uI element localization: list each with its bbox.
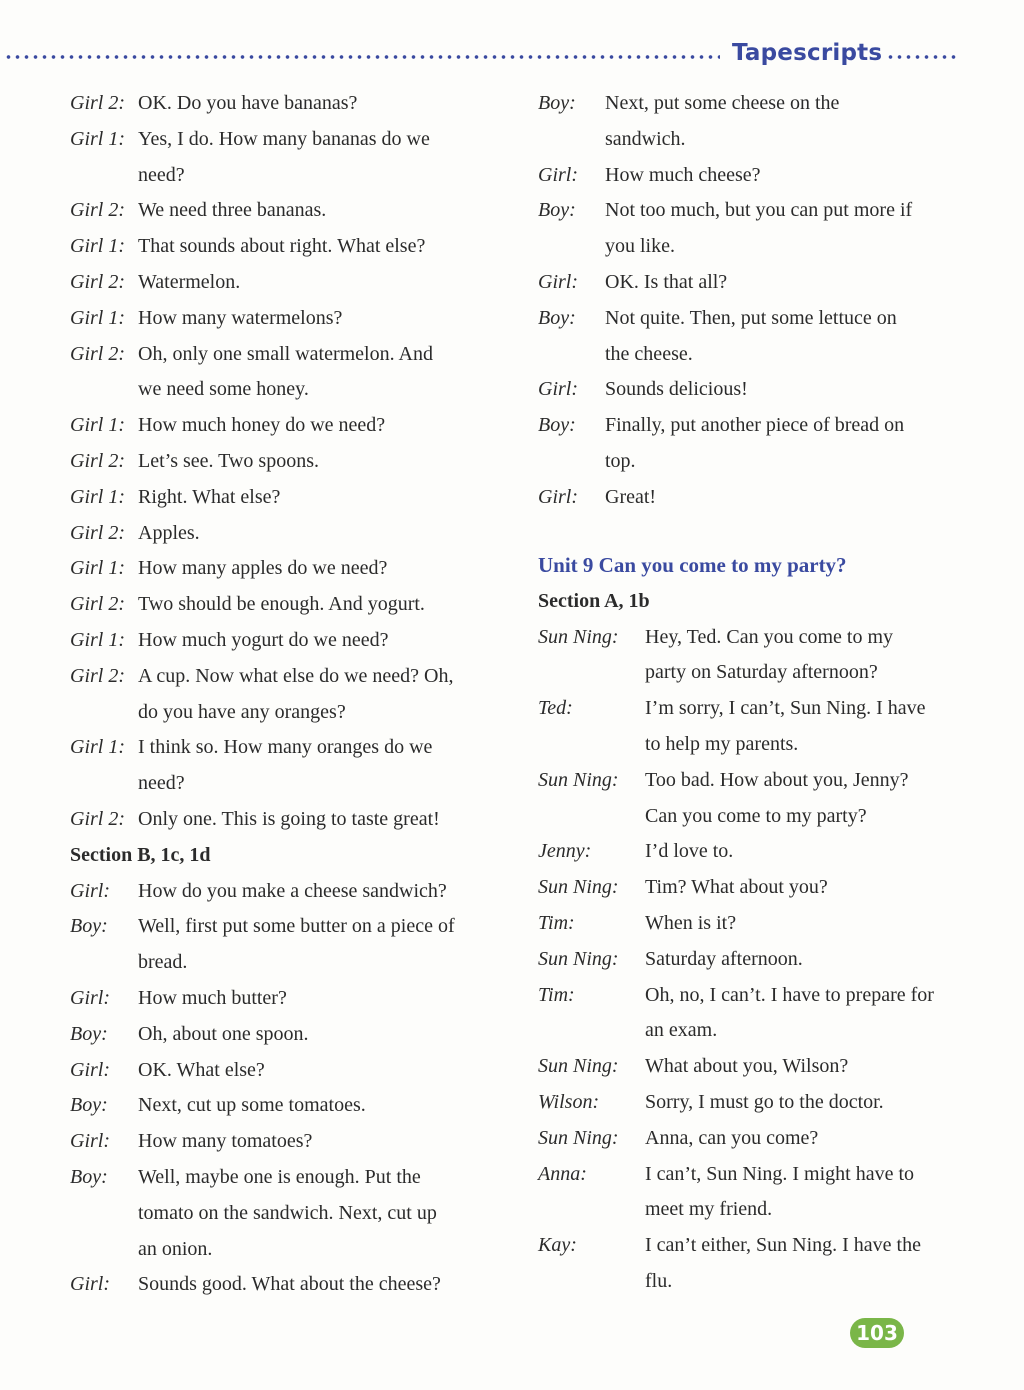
dialogue-line bbox=[538, 86, 978, 122]
dialogue-line bbox=[538, 763, 998, 799]
dialogue-text: an exam. bbox=[645, 1019, 718, 1042]
dialogue-text: When is it? bbox=[645, 911, 737, 934]
dialogue-line bbox=[70, 1267, 510, 1303]
dialogue-line bbox=[70, 945, 510, 981]
dialogue-line bbox=[70, 1053, 510, 1089]
speaker-label: Girl 1: bbox=[70, 557, 125, 580]
dialogue-line bbox=[538, 1157, 998, 1193]
dialogue-line bbox=[70, 86, 510, 122]
dialogue-line bbox=[538, 193, 978, 229]
dialogue-text: OK. Is that all? bbox=[605, 270, 728, 293]
dialogue-text: How much cheese? bbox=[605, 163, 761, 186]
speaker-label: Girl: bbox=[70, 879, 110, 902]
dialogue-text: How much butter? bbox=[138, 986, 287, 1009]
speaker-label: Girl: bbox=[538, 163, 578, 186]
speaker-label: Girl 2: bbox=[70, 521, 125, 544]
speaker-label: Girl 2: bbox=[70, 342, 125, 365]
dialogue-line bbox=[538, 265, 978, 301]
speaker-label: Boy: bbox=[70, 1165, 108, 1188]
dialogue-line bbox=[538, 1049, 998, 1085]
dialogue-text: I can’t either, Sun Ning. I have the bbox=[645, 1234, 921, 1257]
dialogue-text: Well, first put some butter on a piece of bbox=[138, 915, 455, 938]
page-number-badge: 103 bbox=[850, 1318, 904, 1348]
dialogue-line bbox=[70, 1017, 510, 1053]
dialogue-line bbox=[70, 229, 510, 265]
speaker-label: Tim: bbox=[538, 911, 575, 934]
dialogue-line bbox=[538, 1192, 998, 1228]
dialogue-line bbox=[70, 981, 510, 1017]
dialogue-text: How many apples do we need? bbox=[138, 557, 388, 580]
dialogue-line bbox=[70, 695, 510, 731]
speaker-label: Sun Ning: bbox=[538, 1055, 619, 1078]
dialogue-text: sandwich. bbox=[605, 127, 686, 150]
dialogue-text: That sounds about right. What else? bbox=[138, 235, 426, 258]
speaker-label: Boy: bbox=[538, 199, 576, 222]
dialogue-line bbox=[538, 1121, 998, 1157]
dialogue-line bbox=[70, 337, 510, 373]
right-column-top bbox=[538, 86, 978, 516]
dialogue-text: Next, cut up some tomatoes. bbox=[138, 1094, 366, 1117]
dialogue-text: Let’s see. Two spoons. bbox=[138, 449, 319, 472]
dialogue-text: Anna, can you come? bbox=[645, 1126, 819, 1149]
speaker-label: Girl 2: bbox=[70, 664, 125, 687]
dialogue-line bbox=[538, 727, 998, 763]
dialogue-line bbox=[70, 408, 510, 444]
dialogue-line bbox=[70, 766, 510, 802]
dialogue-text: Yes, I do. How many bananas do we bbox=[138, 127, 430, 150]
dialogue-line bbox=[538, 1013, 998, 1049]
dialogue-line bbox=[70, 158, 510, 194]
speaker-label: Sun Ning: bbox=[538, 625, 619, 648]
section-heading: Section B, 1c, 1d bbox=[70, 843, 211, 866]
dialogue-text: Apples. bbox=[138, 521, 200, 544]
dialogue-text: Watermelon. bbox=[138, 270, 241, 293]
dialogue-line bbox=[70, 551, 510, 587]
dialogue-line bbox=[538, 408, 978, 444]
dialogue-line bbox=[70, 623, 510, 659]
speaker-label: Girl 1: bbox=[70, 306, 125, 329]
speaker-label: Girl 1: bbox=[70, 736, 125, 759]
speaker-label: Girl: bbox=[70, 1273, 110, 1296]
dialogue-line bbox=[70, 1196, 510, 1232]
dialogue-line bbox=[538, 301, 978, 337]
dialogue-text: Too bad. How about you, Jenny? bbox=[645, 768, 909, 791]
dialogue-line bbox=[70, 730, 510, 766]
dialogue-line bbox=[70, 874, 510, 910]
header-dotted-rule bbox=[4, 54, 720, 60]
dialogue-text: OK. Do you have bananas? bbox=[138, 92, 358, 114]
speaker-label: Girl 1: bbox=[70, 127, 125, 150]
speaker-label: Boy: bbox=[70, 1094, 108, 1117]
dialogue-line bbox=[538, 372, 978, 408]
unit-title: Unit 9 Can you come to my party? bbox=[538, 553, 847, 577]
speaker-label: Tim: bbox=[538, 983, 575, 1006]
dialogue-text: Next, put some cheese on the bbox=[605, 92, 840, 114]
speaker-label: Girl 1: bbox=[70, 485, 125, 508]
dialogue-line bbox=[538, 122, 978, 158]
speaker-label: Girl 2: bbox=[70, 807, 125, 830]
speaker-label: Girl: bbox=[70, 986, 110, 1009]
dialogue-text: an onion. bbox=[138, 1237, 213, 1260]
dialogue-text: do you have any oranges? bbox=[138, 700, 346, 723]
dialogue-text: Sounds delicious! bbox=[605, 378, 748, 401]
dialogue-line bbox=[70, 480, 510, 516]
speaker-label: Girl: bbox=[70, 1058, 110, 1081]
speaker-label: Girl 2: bbox=[70, 199, 125, 222]
dialogue-line bbox=[70, 1124, 510, 1160]
speaker-label: Jenny: bbox=[538, 840, 592, 863]
header-title: Tapescripts bbox=[732, 40, 883, 66]
dialogue-text: I’m sorry, I can’t, Sun Ning. I have bbox=[645, 697, 926, 720]
dialogue-text: to help my parents. bbox=[645, 732, 799, 755]
dialogue-text: Only one. This is going to taste great! bbox=[138, 807, 440, 830]
speaker-label: Kay: bbox=[538, 1234, 577, 1257]
dialogue-line bbox=[70, 802, 510, 838]
dialogue-line bbox=[70, 372, 510, 408]
dialogue-text: Oh, about one spoon. bbox=[138, 1022, 309, 1045]
dialogue-text: Saturday afternoon. bbox=[645, 947, 803, 970]
speaker-label: Girl 2: bbox=[70, 270, 125, 293]
dialogue-text: need? bbox=[138, 163, 185, 186]
dialogue-line bbox=[538, 655, 998, 691]
dialogue-text: top. bbox=[605, 449, 636, 472]
dialogue-text: Not quite. Then, put some lettuce on bbox=[605, 306, 897, 329]
dialogue-line bbox=[70, 301, 510, 337]
dialogue-text: party on Saturday afternoon? bbox=[645, 661, 878, 684]
left-column bbox=[70, 86, 510, 1303]
dialogue-text: What about you, Wilson? bbox=[645, 1055, 849, 1078]
dialogue-line bbox=[538, 799, 998, 835]
dialogue-text: How many tomatoes? bbox=[138, 1130, 313, 1153]
dialogue-line bbox=[70, 265, 510, 301]
dialogue-line bbox=[538, 480, 978, 516]
right-column-bottom bbox=[538, 548, 998, 1300]
dialogue-text: Right. What else? bbox=[138, 485, 281, 508]
speaker-label: Wilson: bbox=[538, 1090, 600, 1113]
dialogue-text: Not too much, but you can put more if bbox=[605, 199, 913, 222]
dialogue-text: How much honey do we need? bbox=[138, 414, 386, 437]
dialogue-text: A cup. Now what else do we need? Oh, bbox=[138, 664, 454, 687]
dialogue-line bbox=[70, 909, 510, 945]
dialogue-line bbox=[70, 122, 510, 158]
dialogue-text: Hey, Ted. Can you come to my bbox=[645, 625, 893, 648]
dialogue-line bbox=[70, 587, 510, 623]
dialogue-line bbox=[70, 1232, 510, 1268]
speaker-label: Girl: bbox=[70, 1130, 110, 1153]
dialogue-line bbox=[70, 444, 510, 480]
dialogue-text: need? bbox=[138, 772, 185, 795]
dialogue-line bbox=[538, 978, 998, 1014]
dialogue-line bbox=[538, 444, 978, 480]
speaker-label: Girl 1: bbox=[70, 414, 125, 437]
dialogue-text: How many watermelons? bbox=[138, 306, 343, 329]
dialogue-text: I can’t, Sun Ning. I might have to bbox=[645, 1162, 915, 1185]
dialogue-line bbox=[538, 337, 978, 373]
dialogue-text: Sorry, I must go to the doctor. bbox=[645, 1090, 884, 1113]
speaker-label: Ted: bbox=[538, 697, 573, 720]
speaker-label: Girl 2: bbox=[70, 449, 125, 472]
dialogue-line bbox=[538, 834, 998, 870]
dialogue-text: you like. bbox=[605, 235, 675, 258]
dialogue-line bbox=[538, 1228, 998, 1264]
dialogue-text: tomato on the sandwich. Next, cut up bbox=[138, 1201, 437, 1224]
dialogue-text: Oh, only one small watermelon. And bbox=[138, 342, 433, 365]
dialogue-text: Oh, no, I can’t. I have to prepare for bbox=[645, 983, 934, 1006]
dialogue-text: Sounds good. What about the cheese? bbox=[138, 1273, 441, 1296]
speaker-label: Boy: bbox=[538, 414, 576, 437]
speaker-label: Boy: bbox=[70, 915, 108, 938]
speaker-label: Girl 2: bbox=[70, 593, 125, 616]
dialogue-text: meet my friend. bbox=[645, 1198, 773, 1221]
dialogue-text: flu. bbox=[645, 1269, 673, 1292]
header-dotted-rule-right bbox=[886, 54, 958, 60]
dialogue-line bbox=[538, 870, 998, 906]
dialogue-line bbox=[70, 193, 510, 229]
dialogue-text: Tim? What about you? bbox=[645, 876, 828, 899]
dialogue-line bbox=[538, 229, 978, 265]
dialogue-line bbox=[538, 691, 998, 727]
speaker-label: Boy: bbox=[538, 92, 576, 114]
speaker-label: Boy: bbox=[538, 306, 576, 329]
dialogue-text: I think so. How many oranges do we bbox=[138, 736, 433, 759]
dialogue-text: Well, maybe one is enough. Put the bbox=[138, 1165, 421, 1188]
speaker-label: Girl 2: bbox=[70, 92, 125, 114]
dialogue-text: Great! bbox=[605, 485, 657, 508]
dialogue-text: OK. What else? bbox=[138, 1058, 265, 1081]
speaker-label: Sun Ning: bbox=[538, 768, 619, 791]
dialogue-text: How do you make a cheese sandwich? bbox=[138, 879, 447, 902]
dialogue-text: We need three bananas. bbox=[138, 199, 327, 222]
speaker-label: Sun Ning: bbox=[538, 947, 619, 970]
dialogue-text: Two should be enough. And yogurt. bbox=[138, 593, 425, 616]
dialogue-text: we need some honey. bbox=[138, 378, 309, 401]
page-header bbox=[0, 38, 960, 74]
dialogue-line bbox=[538, 620, 998, 656]
dialogue-text: Finally, put another piece of bread on bbox=[605, 414, 905, 437]
speaker-label: Anna: bbox=[538, 1162, 587, 1185]
dialogue-line bbox=[538, 942, 998, 978]
dialogue-text: I’d love to. bbox=[645, 840, 734, 863]
speaker-label: Girl: bbox=[538, 378, 578, 401]
dialogue-line bbox=[70, 1088, 510, 1124]
speaker-label: Girl: bbox=[538, 270, 578, 293]
dialogue-line bbox=[70, 516, 510, 552]
speaker-label: Girl: bbox=[538, 485, 578, 508]
dialogue-line bbox=[538, 1264, 998, 1300]
section-heading: Section A, 1b bbox=[538, 589, 650, 612]
dialogue-line bbox=[538, 1085, 998, 1121]
dialogue-text: bread. bbox=[138, 951, 188, 974]
speaker-label: Sun Ning: bbox=[538, 876, 619, 899]
dialogue-text: How much yogurt do we need? bbox=[138, 628, 389, 651]
speaker-label: Girl 1: bbox=[70, 628, 125, 651]
speaker-label: Boy: bbox=[70, 1022, 108, 1045]
dialogue-line bbox=[538, 906, 998, 942]
speaker-label: Sun Ning: bbox=[538, 1126, 619, 1149]
dialogue-line bbox=[538, 158, 978, 194]
dialogue-text: Can you come to my party? bbox=[645, 804, 867, 827]
speaker-label: Girl 1: bbox=[70, 235, 125, 258]
dialogue-line bbox=[70, 1160, 510, 1196]
dialogue-line bbox=[70, 659, 510, 695]
dialogue-text: the cheese. bbox=[605, 342, 693, 365]
